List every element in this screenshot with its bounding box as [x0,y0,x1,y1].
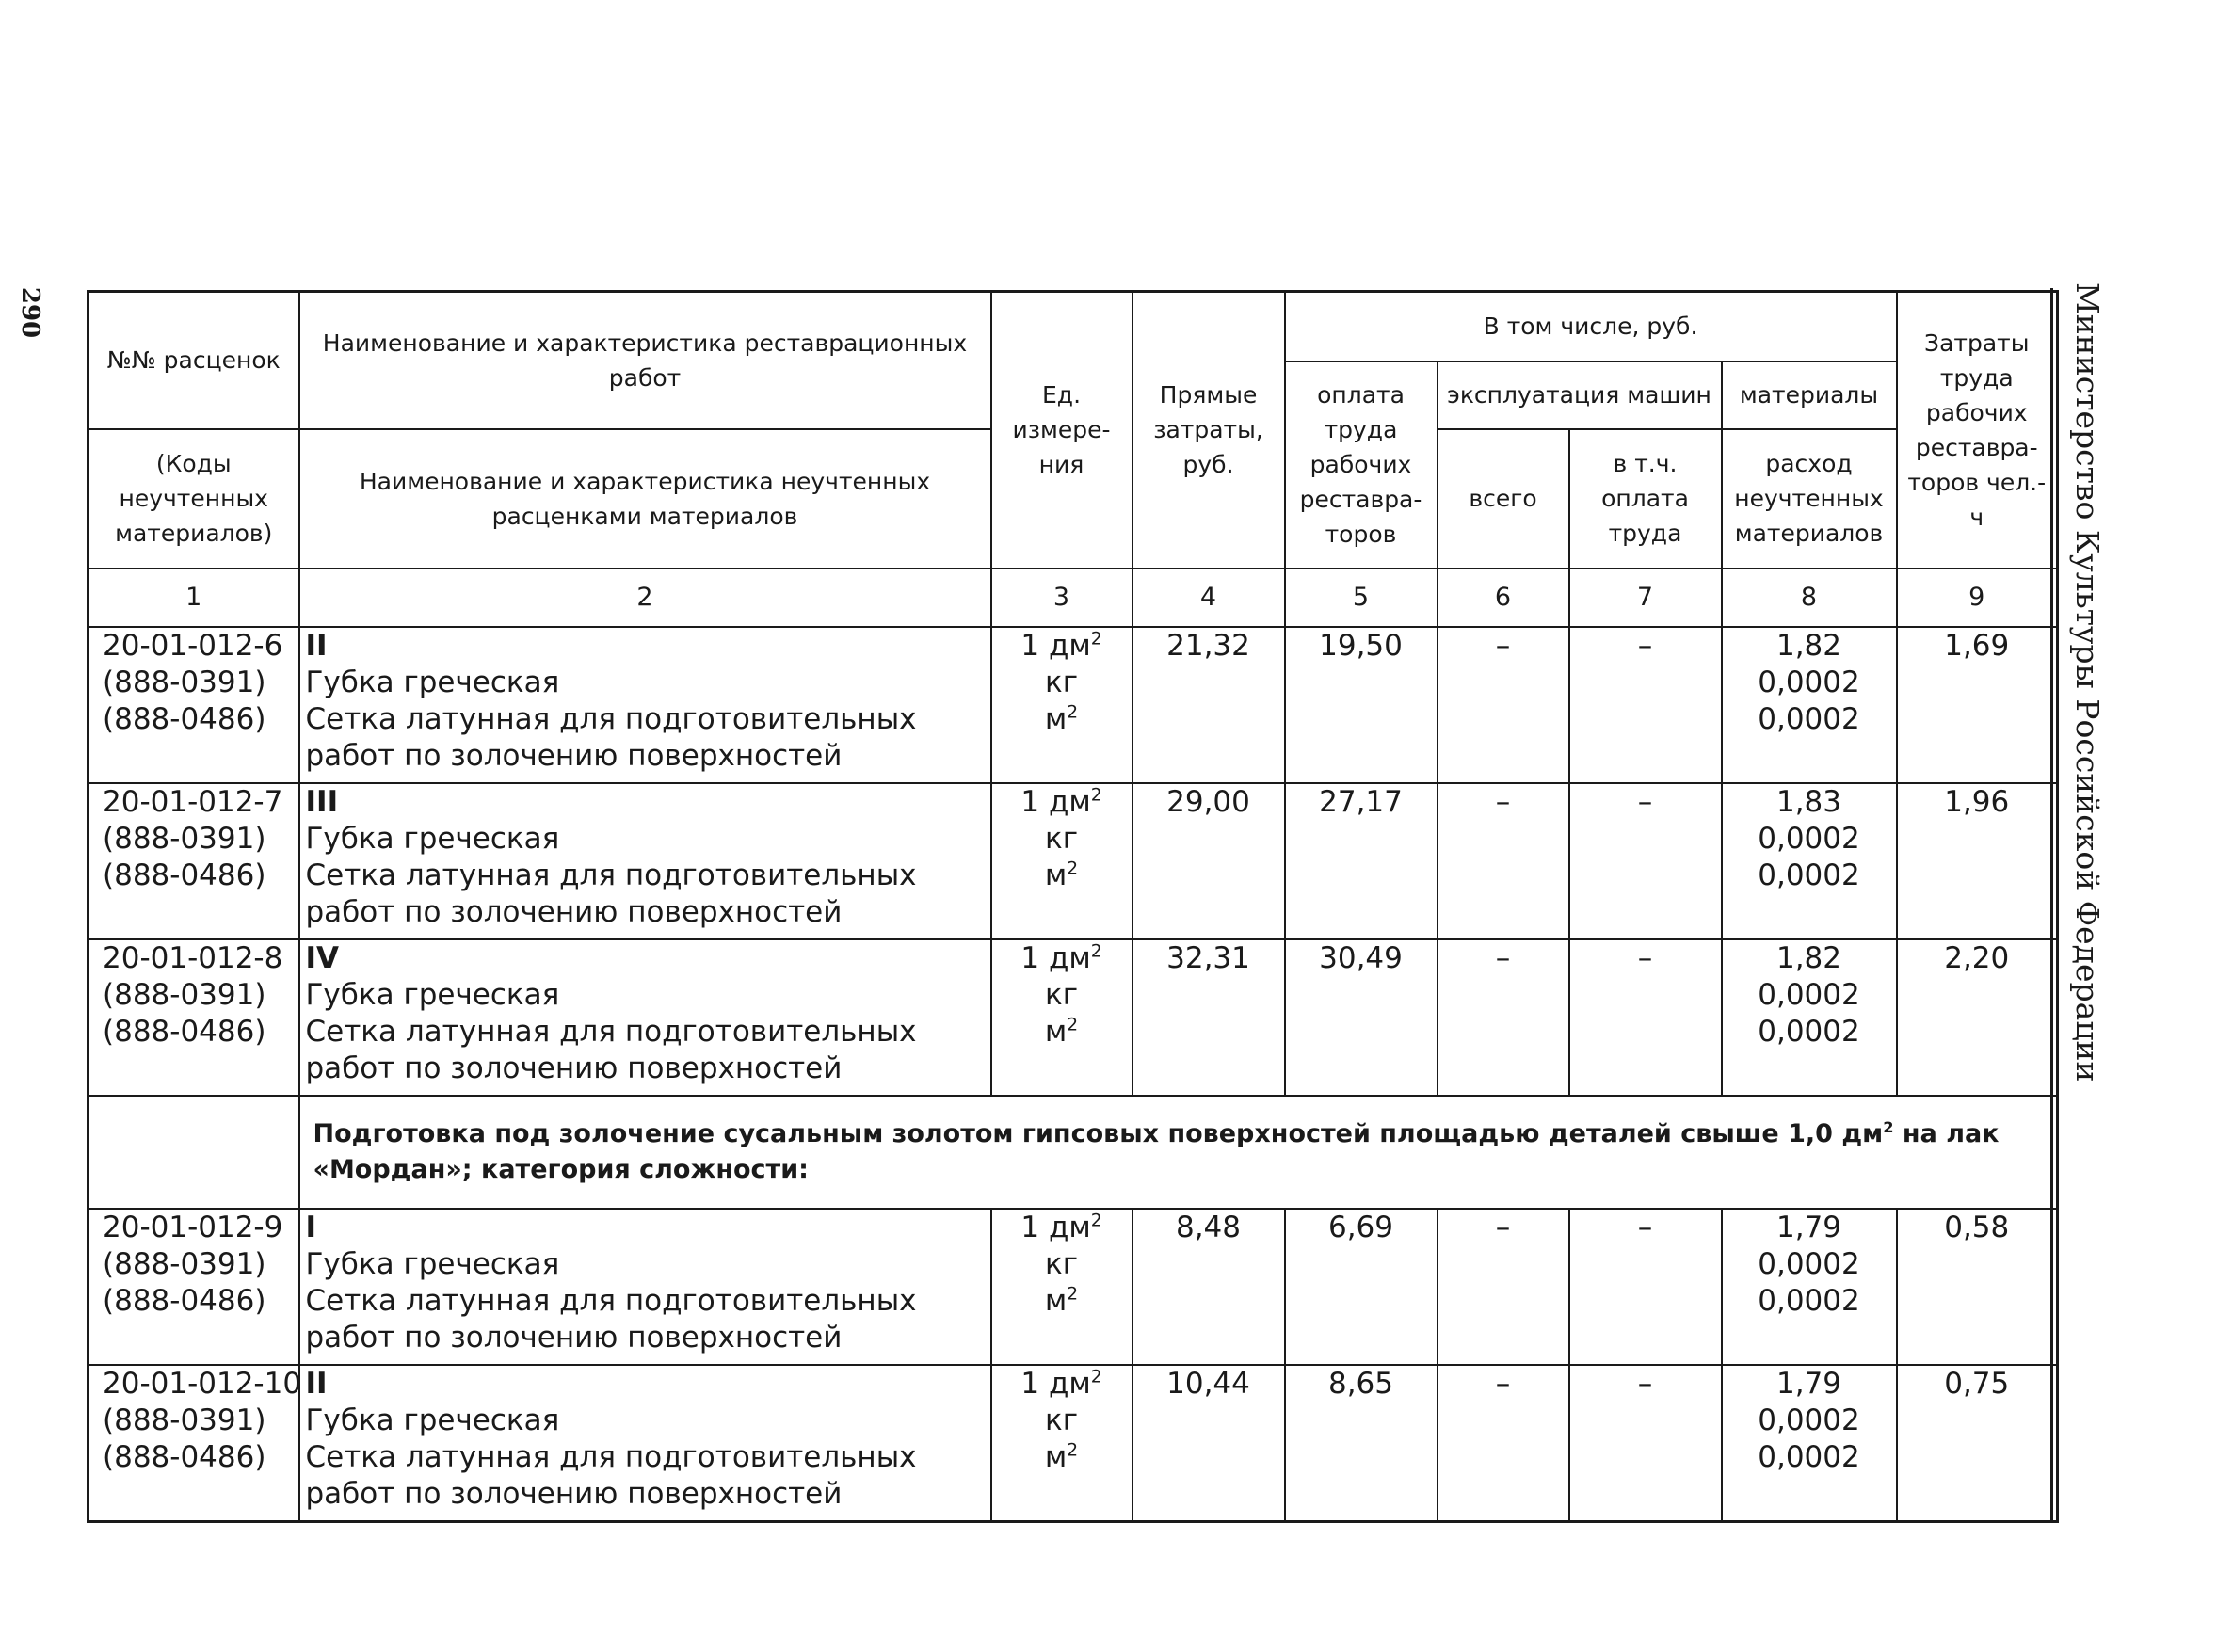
materials-value: 0,0002 [1758,665,1860,699]
header-materials: материалы [1722,361,1897,429]
unit-value: $м^2$ [1044,1284,1079,1319]
materials-value: 1,82 [1775,628,1842,663]
machines-total-value: – [1438,627,1569,783]
direct-costs-value: 29,00 [1133,783,1285,939]
material-name: Губка греческая [305,1247,560,1282]
header-work-name: Наименование и характеристика реставрационных работ [299,292,991,429]
materials-value: 0,0002 [1758,1284,1860,1319]
rate-code: 20-01-012-10 [103,1367,302,1402]
material-name: Сетка латунная для подготовительных работ по золочению поверхностей [305,701,917,773]
rate-code-cell [88,783,299,939]
unit-value: $м^2$ [1044,1015,1079,1049]
wages-value: 6,69 [1285,1209,1438,1365]
complexity-category: I [305,1211,317,1245]
header-direct-costs: Прямые затраты, руб. [1133,292,1285,569]
materials-value: 0,0002 [1758,978,1860,1012]
material-code: (888-0391) [103,821,266,856]
work-description-cell [299,627,991,783]
material-code: (888-0486) [103,1015,266,1049]
material-name: Губка греческая [305,1403,560,1438]
section-heading-row [88,1096,2058,1209]
column-number: 5 [1285,569,1438,627]
rate-code-cell [88,939,299,1096]
direct-costs-value: 8,48 [1133,1209,1285,1365]
unit-cell [991,1365,1133,1521]
unit-value: кг [1044,1247,1078,1282]
wages-value: 30,49 [1285,939,1438,1096]
column-number: 1 [88,569,299,627]
materials-cell [1722,783,1897,939]
column-numbers-row [88,569,2058,627]
column-number: 4 [1133,569,1285,627]
work-description-cell [299,1365,991,1521]
material-name: Сетка латунная для подготовительных работ по золочению поверхностей [305,1440,917,1512]
header-labor: Затраты труда рабочих реставра-торов чел.-ч [1897,292,2058,569]
work-description-cell [299,783,991,939]
header-machines-wages: в т.ч. оплата труда [1569,429,1722,569]
section-empty-cell [88,1096,299,1209]
unit-value: кг [1044,1403,1078,1438]
unit-value: 1 $дм^2$ [1020,941,1102,975]
table-row [88,1209,2058,1365]
machines-total-value: – [1438,1209,1569,1365]
rate-code-cell [88,627,299,783]
header-wages: оплата труда рабочих реставра-торов [1285,361,1438,569]
column-number: 9 [1897,569,2058,627]
machines-total-value: – [1438,1365,1569,1521]
work-description-cell [299,1209,991,1365]
header-row-1 [88,292,2058,361]
work-description-cell [299,939,991,1096]
header-machines-total: всего [1438,429,1569,569]
material-code: (888-0486) [103,1440,266,1475]
table-row [88,939,2058,1096]
unit-value: $м^2$ [1044,858,1079,892]
header-machines: эксплуатация машин [1438,361,1722,429]
section-title: Подготовка под золочение сусальным золотом гипсовых поверхностей площадью деталей свыше 1,0 $дм^2$ на лак «Мордан»; категория сложности: [299,1096,2058,1209]
materials-cell [1722,1365,1897,1521]
direct-costs-value: 32,31 [1133,939,1285,1096]
column-number: 8 [1722,569,1897,627]
unit-value: $м^2$ [1044,1440,1079,1475]
material-code: (888-0391) [103,978,266,1012]
header-including: В том числе, руб. [1285,292,1897,361]
machines-wages-value: – [1569,1209,1722,1365]
materials-cell [1722,627,1897,783]
materials-value: 1,83 [1775,784,1842,819]
materials-value: 1,82 [1775,941,1842,975]
machines-total-value: – [1438,783,1569,939]
labor-value: 0,75 [1897,1365,2058,1521]
rate-code: 20-01-012-9 [103,1211,283,1245]
direct-costs-value: 21,32 [1133,627,1285,783]
header-unit: Ед. измере-ния [991,292,1133,569]
materials-value: 0,0002 [1758,1247,1860,1282]
materials-value: 1,79 [1775,1211,1842,1245]
machines-wages-value: – [1569,1365,1722,1521]
material-code: (888-0391) [103,665,266,699]
header-materials-consumption: расход неучтенных материалов [1722,429,1897,569]
rate-code: 20-01-012-6 [103,628,283,663]
wages-value: 8,65 [1285,1365,1438,1521]
table-row [88,1365,2058,1521]
column-number: 2 [299,569,991,627]
unit-cell [991,939,1133,1096]
materials-cell [1722,1209,1897,1365]
material-code: (888-0391) [103,1247,266,1282]
page-number: 290 [16,286,44,339]
material-code: (888-0486) [103,701,266,736]
complexity-category: II [305,1367,328,1402]
complexity-category: II [305,628,328,663]
header-rate-numbers: №№ расценок [88,292,299,429]
unit-value: 1 $дм^2$ [1020,628,1102,663]
labor-value: 0,58 [1897,1209,2058,1365]
rates-table [87,290,2059,1523]
machines-wages-value: – [1569,939,1722,1096]
material-code: (888-0486) [103,858,266,892]
machines-wages-value: – [1569,783,1722,939]
column-number: 3 [991,569,1133,627]
column-number: 7 [1569,569,1722,627]
unit-value: кг [1044,978,1078,1012]
header-material-codes: (Коды неучтенных материалов) [88,429,299,569]
direct-costs-value: 10,44 [1133,1365,1285,1521]
material-name: Губка греческая [305,821,560,856]
wages-value: 27,17 [1285,783,1438,939]
unit-value: 1 $дм^2$ [1020,1211,1102,1245]
complexity-category: III [305,784,339,819]
material-name: Губка греческая [305,665,560,699]
material-name: Сетка латунная для подготовительных работ по золочению поверхностей [305,1284,917,1355]
machines-total-value: – [1438,939,1569,1096]
material-code: (888-0486) [103,1284,266,1319]
column-number: 6 [1438,569,1569,627]
materials-value: 0,0002 [1758,701,1860,736]
wages-value: 19,50 [1285,627,1438,783]
rate-code: 20-01-012-8 [103,941,283,975]
rate-code-cell [88,1365,302,1521]
material-name: Сетка латунная для подготовительных работ по золочению поверхностей [305,1015,917,1085]
table-row [88,627,2058,783]
unit-cell [991,783,1133,939]
materials-value: 0,0002 [1758,1403,1860,1438]
rate-code: 20-01-012-7 [103,784,283,819]
materials-value: 1,79 [1775,1367,1842,1402]
material-name: Губка греческая [305,978,560,1012]
material-name: Сетка латунная для подготовительных работ по золочению поверхностей [305,858,917,929]
header-material-name: Наименование и характеристика неучтенных расценками материалов [299,429,991,569]
labor-value: 1,69 [1897,627,2058,783]
unit-value: 1 $дм^2$ [1020,1367,1102,1402]
labor-value: 2,20 [1897,939,2058,1096]
complexity-category: IV [305,941,340,975]
materials-value: 0,0002 [1758,821,1860,856]
unit-value: 1 $дм^2$ [1020,784,1102,819]
machines-wages-value: – [1569,627,1722,783]
table-row [88,783,2058,939]
unit-cell [991,627,1133,783]
materials-value: 0,0002 [1758,1440,1860,1475]
side-title: Министерство Культуры Российской Федерации [2069,282,2106,1083]
materials-value: 0,0002 [1758,1015,1860,1049]
material-code: (888-0391) [103,1403,266,1438]
rate-code-cell [88,1209,299,1365]
labor-value: 1,96 [1897,783,2058,939]
unit-value: $м^2$ [1044,701,1079,736]
unit-value: кг [1044,821,1078,856]
unit-cell [991,1209,1133,1365]
materials-value: 0,0002 [1758,858,1860,892]
unit-value: кг [1044,665,1078,699]
materials-cell [1722,939,1897,1096]
